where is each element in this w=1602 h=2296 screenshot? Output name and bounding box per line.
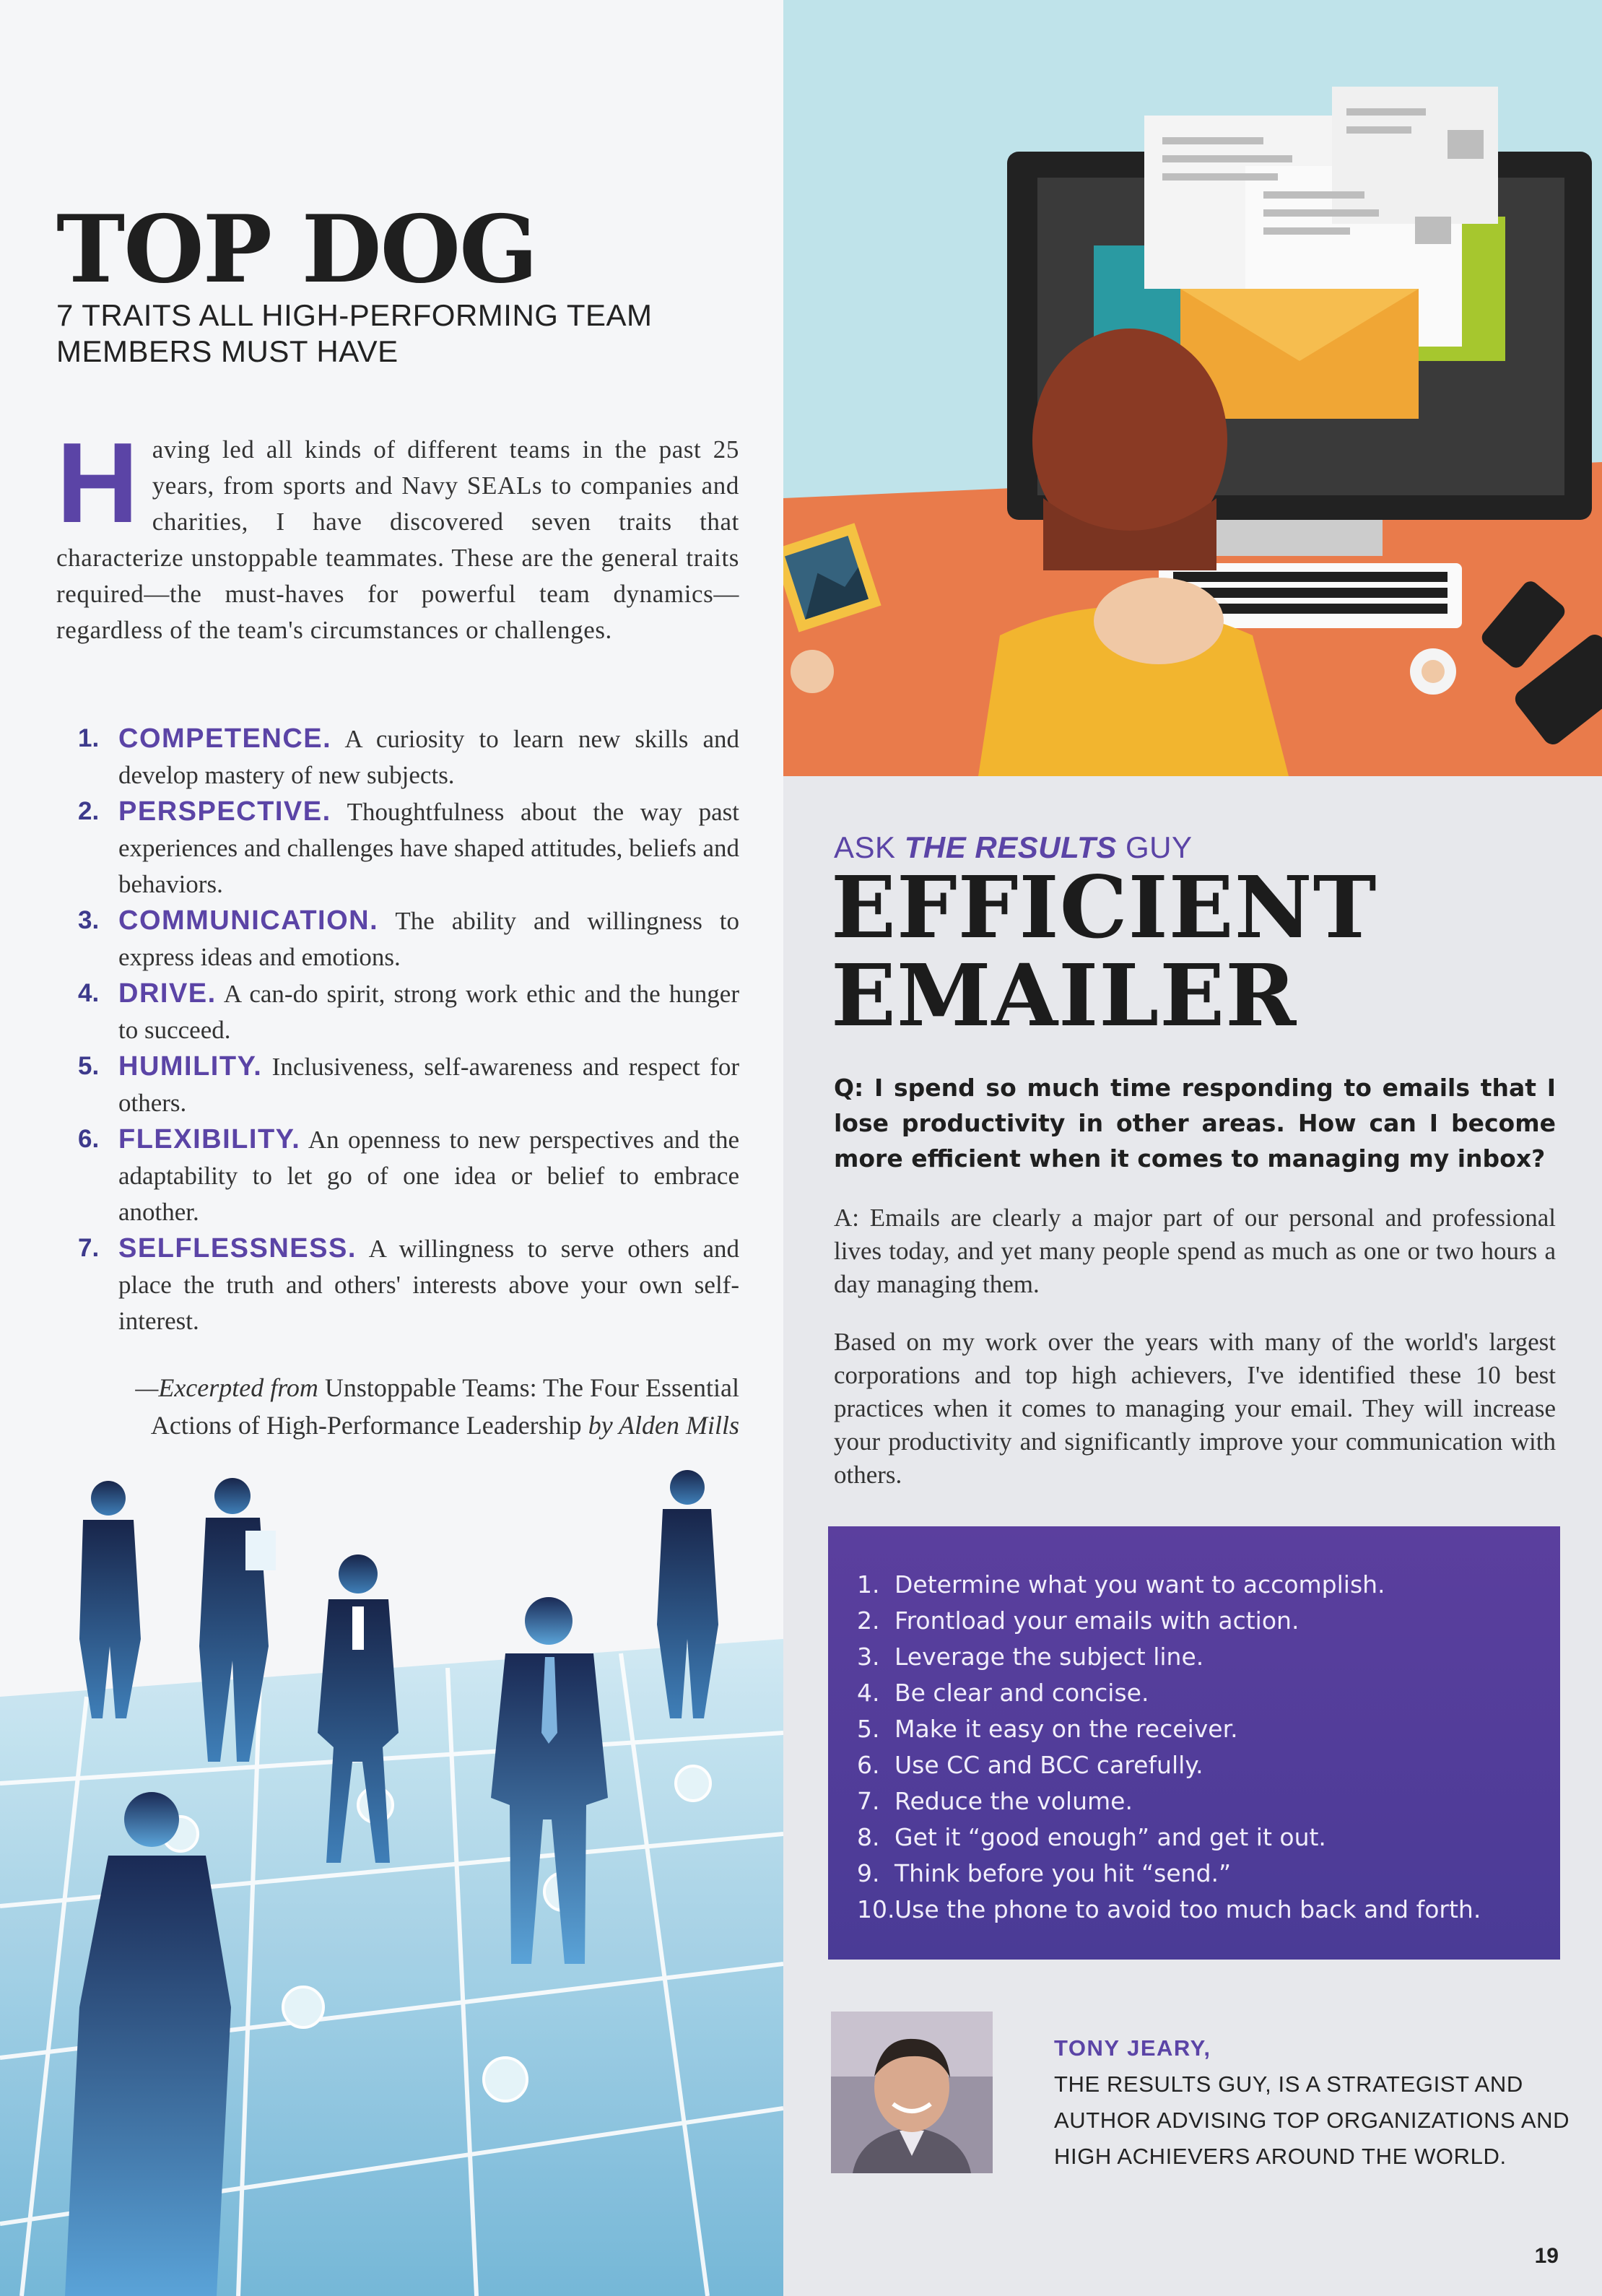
trait-keyword: SELFLESSNESS. bbox=[118, 1233, 357, 1264]
practice-number: 10. bbox=[857, 1895, 895, 1923]
practice-text: Be clear and concise. bbox=[894, 1679, 1149, 1707]
list-item bbox=[857, 1856, 1531, 1892]
practice-text: Make it easy on the receiver. bbox=[894, 1715, 1238, 1743]
author-bio bbox=[1054, 2030, 1588, 2175]
title-line-1: EFFICIENT bbox=[831, 857, 1377, 957]
list-item bbox=[78, 793, 739, 903]
article-subtitle: 7 TRAITS ALL HIGH-PERFORMING TEAM MEMBERS MUST HAVE bbox=[56, 298, 653, 368]
title-line-2: EMAILER bbox=[831, 945, 1297, 1045]
answer-paragraph-1: A: Emails are clearly a major part of our personal and professional lives today, and yet many people spend as much as one or two hours a day managing them. bbox=[834, 1204, 1556, 1298]
practice-number: 5. bbox=[857, 1715, 880, 1743]
credit-lead: —Excerpted from bbox=[135, 1373, 318, 1402]
answer-paragraph-2: Based on my work over the years with many of the world's largest corporations and top high achievers, I've identified these 10 best practices when it comes to managing your email. They will increase your productivity and significantly improve your communication with others. bbox=[834, 1328, 1556, 1489]
trait-number: 3. bbox=[78, 906, 100, 934]
list-item bbox=[857, 1783, 1531, 1819]
trait-keyword: COMMUNICATION. bbox=[118, 905, 379, 936]
practice-number: 6. bbox=[857, 1751, 880, 1779]
trait-number: 6. bbox=[78, 1125, 100, 1153]
practice-text: Use the phone to avoid too much back and forth. bbox=[894, 1895, 1481, 1923]
drop-cap: H bbox=[56, 419, 139, 547]
list-item bbox=[857, 1819, 1531, 1856]
list-item bbox=[78, 903, 739, 975]
column-title bbox=[831, 857, 1582, 1045]
trait-keyword: DRIVE. bbox=[118, 978, 217, 1009]
page-number: 19 bbox=[1534, 2244, 1559, 2268]
kicker-post: GUY bbox=[1125, 830, 1193, 864]
list-item bbox=[857, 1567, 1531, 1603]
practice-number: 3. bbox=[857, 1643, 880, 1671]
list-item bbox=[857, 1639, 1531, 1675]
left-column bbox=[0, 0, 783, 2296]
author-portrait bbox=[831, 2012, 993, 2173]
practice-number: 7. bbox=[857, 1787, 880, 1815]
list-item bbox=[78, 1230, 739, 1339]
desk-email-illustration bbox=[783, 0, 1602, 776]
trait-keyword: PERSPECTIVE. bbox=[118, 796, 331, 827]
right-column bbox=[783, 0, 1602, 2296]
trait-text: Thoughtfulness about the way past experiences and challenges have shaped attitudes, beliefs and behaviors. bbox=[118, 798, 740, 898]
practice-text: Use CC and BCC carefully. bbox=[894, 1751, 1203, 1779]
list-item bbox=[78, 1048, 739, 1121]
practice-number: 9. bbox=[857, 1859, 880, 1887]
best-practices-box bbox=[828, 1526, 1560, 1960]
kicker-emphasis: THE RESULTS bbox=[904, 830, 1117, 864]
trait-number: 2. bbox=[78, 797, 100, 825]
trait-keyword: HUMILITY. bbox=[118, 1051, 263, 1082]
trait-text: Inclusiveness, self-awareness and respect for others. bbox=[118, 1053, 739, 1117]
article-title: TOP DOG bbox=[56, 196, 537, 304]
practice-text: Reduce the volume. bbox=[894, 1787, 1133, 1815]
trait-number: 5. bbox=[78, 1052, 100, 1080]
best-practices-list bbox=[857, 1567, 1531, 1928]
trait-text: The ability and willingness to express ideas and emotions. bbox=[118, 907, 739, 971]
author-description: THE RESULTS GUY, IS A STRATEGIST AND AUTHOR ADVISING TOP ORGANIZATIONS AND HIGH ACHIEVERS AROUND THE WORLD. bbox=[1054, 2071, 1570, 2169]
practice-text: Frontload your emails with action. bbox=[894, 1606, 1300, 1635]
traits-list bbox=[78, 721, 739, 1339]
trait-text: An openness to new perspectives and the adaptability to let go of one idea or belief to embrace another. bbox=[118, 1126, 739, 1226]
list-item bbox=[78, 975, 739, 1048]
trait-text: A willingness to serve others and place the truth and others' interests above your own self-interest. bbox=[118, 1235, 739, 1335]
intro-paragraph bbox=[56, 419, 739, 648]
list-item bbox=[857, 1892, 1531, 1928]
practice-text: Get it “good enough” and get it out. bbox=[894, 1823, 1326, 1851]
list-item bbox=[857, 1711, 1531, 1747]
list-item bbox=[78, 1121, 739, 1230]
credit-author: by Alden Mills bbox=[588, 1411, 739, 1440]
practice-number: 8. bbox=[857, 1823, 880, 1851]
trait-number: 1. bbox=[78, 724, 100, 752]
practice-text: Leverage the subject line. bbox=[894, 1643, 1204, 1671]
practice-text: Determine what you want to accomplish. bbox=[894, 1570, 1385, 1599]
trait-text: A curiosity to learn new skills and develop mastery of new subjects. bbox=[118, 725, 739, 789]
list-item bbox=[857, 1747, 1531, 1783]
practice-number: 4. bbox=[857, 1679, 880, 1707]
team-puzzle-illustration bbox=[0, 1458, 783, 2296]
reader-question: Q: I spend so much time responding to emails that I lose productivity in other areas. How can I become more efficient when it comes to managing my inbox? bbox=[834, 1074, 1556, 1173]
trait-keyword: FLEXIBILITY. bbox=[118, 1124, 301, 1154]
kicker-pre: ASK bbox=[834, 830, 896, 864]
trait-number: 7. bbox=[78, 1234, 100, 1262]
credit-book-title: Unstoppable Teams: The Four Essential Actions of High-Performance Leadership bbox=[150, 1373, 739, 1440]
trait-number: 4. bbox=[78, 979, 100, 1007]
list-item bbox=[78, 721, 739, 793]
intro-text: aving led all kinds of different teams in the past 25 years, from sports and Navy SEALs to companies and charities, I have discovered seven traits that characterize unstoppable teammates. These are the general traits required—the must-haves for powerful team dynamics—regardless of the team's circumstances or challenges. bbox=[56, 435, 739, 644]
practice-number: 2. bbox=[857, 1606, 880, 1635]
list-item bbox=[857, 1603, 1531, 1639]
practice-text: Think before you hit “send.” bbox=[894, 1859, 1232, 1887]
practice-number: 1. bbox=[857, 1570, 880, 1599]
book-credit bbox=[74, 1369, 739, 1444]
trait-keyword: COMPETENCE. bbox=[118, 723, 332, 754]
list-item bbox=[857, 1675, 1531, 1711]
trait-text: A can-do spirit, strong work ethic and the hunger to succeed. bbox=[118, 980, 739, 1044]
author-name: TONY JEARY, bbox=[1054, 2035, 1211, 2061]
